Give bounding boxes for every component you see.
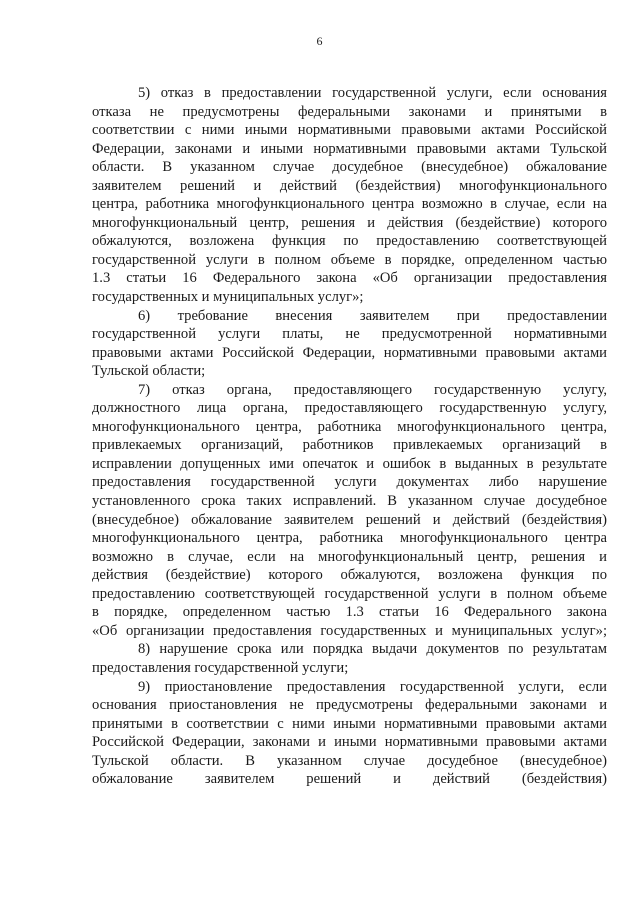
text-line: предоставления государственной услуги документах либо нарушение [92,474,607,491]
text-line: обжалуются, возложена функция по предоставлению соответствующей [92,233,607,250]
text-line: установленного срока таких исправлений. В указанном случае досудебное [92,493,607,510]
text-line: соответствии с ними иными нормативными правовыми актами Российской [92,122,607,139]
text-line: принятыми в соответствии с ними иными нормативными правовыми актами [92,715,607,732]
paragraph-item-9 [92,678,607,789]
paragraph-item-5 [92,84,607,307]
text-line: возможно в случае, если на многофункциональный центр, решения и [92,548,607,565]
text-line: правовыми актами Российской Федерации, нормативными правовыми актами [92,344,607,361]
document-body [92,84,607,789]
page-number: 6 [316,34,323,48]
text-line: многофункционального центра, работника многофункционального центра, [92,418,607,435]
text-line: 8) нарушение срока или порядка выдачи документов по результатам [138,641,607,658]
text-line: центра, работника многофункционального центра возможно в случае, если на [92,196,607,213]
text-line: Тульской области; [92,363,206,380]
text-line: 6) требование внесения заявителем при предоставлении [138,307,607,324]
text-line: 1.3 статьи 16 Федерального закона «Об организации предоставления [92,270,607,287]
paragraph-item-8 [92,640,607,677]
paragraph-item-7 [92,381,607,641]
text-line: государственной услуги в полном объеме в порядке, определенном частью [92,251,607,268]
text-line: предоставления государственной услуги; [92,659,349,676]
text-line: 9) приостановление предоставления государственной услуги, если [138,678,607,695]
text-line: заявителем решений и действий (бездействия) многофункционального [92,177,607,194]
paragraph-item-6 [92,307,607,381]
text-line: 5) отказ в предоставлении государственной услуги, если основания [138,85,607,101]
text-line: области. В указанном случае досудебное (внесудебное) обжалование [92,159,607,176]
text-line: Тульской области. В указанном случае досудебное (внесудебное) [92,752,607,769]
text-line: государственных и муниципальных услуг»; [92,289,364,306]
text-line: действия (бездействие) которого обжалуются, возложена функция по [92,567,607,584]
text-line: многофункционального центра, работника многофункционального центра [92,530,607,547]
text-line: государственной услуги платы, не предусмотренной нормативными [92,326,607,343]
text-line: многофункциональный центр, решения и действия (бездействие) которого [92,214,607,231]
text-line: Федерации, законами и иными нормативными правовыми актами Тульской [92,140,607,157]
text-line: в порядке, определенном частью 1.3 статьи 16 Федерального закона [92,604,607,621]
text-line: исправлении допущенных ими опечаток и ошибок в выданных в результате [92,455,607,472]
text-line: привлекаемых организаций, работников привлекаемых организаций в [92,437,607,454]
text-line: должностного лица органа, предоставляющего государственную услугу, [92,400,607,417]
text-line: Российской Федерации, законами и иными нормативными правовыми актами [92,734,607,751]
text-line: (внесудебное) обжалование заявителем решений и действий (бездействия) [92,511,607,528]
text-line: обжалование заявителем решений и действий (бездействия) [92,771,607,788]
text-line: «Об организации предоставления государственных и муниципальных услуг»; [92,622,607,639]
text-line: основания приостановления не предусмотрены федеральными законами и [92,697,607,714]
text-line: предоставлению соответствующей государственной услуги в полном объеме [92,585,607,602]
text-line: 7) отказ органа, предоставляющего государственную услугу, [138,381,607,398]
text-line: отказа не предусмотрены федеральными законами и принятыми в [92,103,607,120]
